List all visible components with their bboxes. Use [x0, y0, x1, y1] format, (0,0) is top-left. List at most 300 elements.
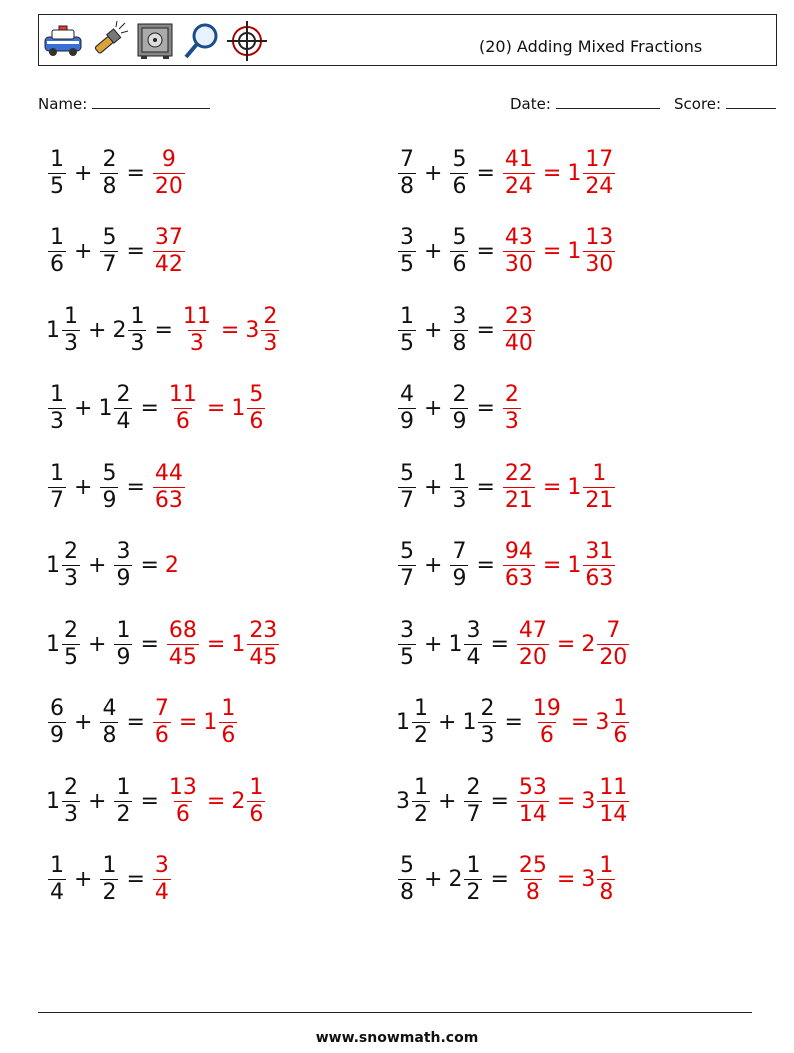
answer: [165, 553, 179, 578]
numerator: 3: [400, 225, 414, 250]
equals-sign: =: [206, 396, 226, 421]
denominator: 3: [504, 409, 519, 434]
denominator: 9: [452, 409, 467, 434]
numerator: 5: [452, 225, 467, 250]
equals-sign: =: [476, 474, 495, 500]
numerator: 1: [613, 696, 628, 721]
answer: [165, 618, 281, 671]
answer: [151, 225, 187, 278]
whole-number: 1: [231, 396, 246, 421]
denominator: 45: [249, 644, 278, 670]
plus-sign: +: [424, 867, 443, 892]
equals-sign: =: [140, 553, 159, 578]
fraction: [398, 304, 416, 357]
denominator: 8: [400, 880, 414, 905]
name-blank: [92, 94, 210, 109]
equals-sign: =: [206, 631, 226, 657]
denominator: 3: [480, 723, 495, 748]
whole-number: 3: [581, 867, 596, 892]
denominator: 63: [154, 487, 183, 513]
numerator: 7: [400, 146, 414, 172]
numerator: 1: [116, 617, 131, 643]
numerator: 22: [504, 460, 533, 486]
answer: [501, 539, 617, 592]
numerator: 43: [504, 225, 533, 250]
fraction: [100, 696, 118, 749]
fraction: [398, 225, 416, 278]
denominator: 6: [175, 801, 190, 827]
numerator: 5: [102, 225, 117, 250]
fraction: [611, 696, 629, 749]
denominator: 4: [50, 880, 64, 905]
denominator: 20: [154, 173, 183, 199]
numerator: 1: [64, 303, 78, 329]
numerator: 3: [400, 617, 414, 643]
numerator: 3: [466, 617, 481, 643]
numerator: 13: [585, 225, 614, 250]
fraction: [450, 539, 468, 592]
denominator: 30: [585, 252, 614, 277]
equals-sign: =: [140, 631, 159, 657]
fraction: [503, 225, 535, 278]
denominator: 2: [414, 723, 428, 748]
fraction: [464, 775, 482, 828]
fraction: [167, 775, 199, 828]
numerator: 1: [102, 853, 117, 878]
equals-sign: =: [490, 867, 509, 892]
fraction: [583, 461, 615, 514]
numerator: 1: [466, 853, 481, 878]
plus-sign: +: [74, 396, 93, 421]
fraction: [247, 618, 279, 671]
numerator: 1: [50, 460, 64, 486]
problem-row: [46, 850, 173, 910]
problem-row: [46, 143, 187, 203]
denominator: 5: [64, 644, 78, 670]
denominator: 63: [585, 566, 614, 591]
fraction: [398, 853, 416, 906]
denominator: 6: [221, 723, 236, 748]
numerator: 47: [518, 617, 547, 643]
answer: [501, 225, 617, 278]
numerator: 2: [64, 617, 78, 643]
fraction: [181, 304, 213, 357]
name-field: [38, 94, 210, 113]
fraction: [153, 225, 185, 278]
problem-row: [46, 379, 267, 439]
denominator: 30: [504, 252, 533, 277]
worksheet-title: (20) Adding Mixed Fractions: [479, 37, 703, 56]
denominator: 8: [525, 880, 540, 905]
problem-row: [396, 300, 537, 360]
denominator: 9: [116, 644, 131, 670]
problem-row: [46, 693, 239, 753]
answer: [151, 461, 187, 514]
denominator: 5: [50, 173, 64, 199]
fraction: [62, 618, 80, 671]
fraction: [517, 618, 549, 671]
fraction: [583, 225, 615, 278]
denominator: 24: [585, 173, 614, 199]
numerator: 5: [400, 460, 414, 486]
numerator: 1: [249, 774, 264, 800]
denominator: 14: [599, 801, 628, 827]
fraction: [114, 618, 132, 671]
whole-number: 1: [462, 710, 477, 735]
denominator: 20: [599, 644, 628, 670]
whole-number: 1: [567, 553, 582, 578]
plus-sign: +: [88, 553, 107, 578]
equals-sign: =: [490, 631, 509, 657]
fraction: [503, 147, 535, 200]
problem-row: [396, 536, 617, 596]
fraction: [114, 539, 132, 592]
footer-site: www.snowmath.com: [315, 1030, 479, 1046]
numerator: 1: [130, 303, 145, 329]
fraction: [167, 618, 199, 671]
problem-row: [396, 222, 617, 282]
problem-row: [396, 850, 617, 910]
equals-sign: =: [140, 396, 159, 421]
numerator: 1: [414, 774, 428, 800]
equals-sign: =: [206, 788, 226, 814]
fraction: [597, 853, 615, 906]
fraction: [247, 775, 265, 828]
answer: [515, 853, 617, 906]
numerator: 1: [116, 774, 131, 800]
numerator: 2: [504, 382, 519, 407]
fraction: [503, 304, 535, 357]
numerator: 4: [102, 696, 117, 721]
fraction: [412, 696, 430, 749]
worksheet-header: [38, 14, 777, 66]
whole-number: 1: [567, 160, 582, 186]
numerator: 11: [182, 303, 211, 329]
problem-row: [46, 300, 281, 360]
numerator: 2: [263, 303, 278, 329]
denominator: 9: [452, 566, 467, 591]
denominator: 6: [452, 252, 467, 277]
equals-sign: =: [126, 867, 145, 892]
whole-number: 1: [46, 631, 60, 657]
fraction: [219, 696, 237, 749]
equals-sign: =: [542, 239, 562, 264]
denominator: 45: [168, 644, 197, 670]
header-icons: [43, 19, 267, 63]
denominator: 3: [50, 409, 64, 434]
fraction: [398, 539, 416, 592]
numerator: 7: [452, 539, 467, 564]
numerator: 68: [168, 617, 197, 643]
numerator: 41: [504, 146, 533, 172]
fraction: [531, 696, 563, 749]
fraction: [48, 147, 66, 200]
answer: [179, 304, 281, 357]
fraction: [464, 853, 482, 906]
fraction: [450, 382, 468, 435]
problem-row: [46, 614, 281, 674]
answer: [501, 461, 617, 514]
whole-number: 1: [396, 710, 410, 735]
numerator: 5: [452, 146, 467, 172]
numerator: 13: [168, 774, 197, 800]
denominator: 6: [175, 409, 190, 434]
problem-row: [396, 379, 523, 439]
fraction: [48, 696, 66, 749]
numerator: 2: [64, 539, 78, 564]
numerator: 1: [50, 382, 64, 407]
problem-row: [396, 771, 631, 831]
denominator: 7: [50, 487, 64, 513]
numerator: 1: [599, 853, 614, 878]
fraction: [153, 696, 171, 749]
denominator: 6: [154, 723, 169, 748]
numerator: 7: [606, 617, 621, 643]
name-label: Name:: [38, 95, 88, 113]
problem-row: [396, 457, 617, 517]
denominator: 14: [518, 801, 547, 827]
whole-number: 3: [396, 788, 410, 814]
answer: [165, 382, 267, 435]
numerator: 9: [161, 146, 176, 172]
fraction: [597, 775, 629, 828]
numerator: 7: [154, 696, 169, 721]
numerator: 1: [452, 460, 467, 486]
denominator: 7: [400, 566, 414, 591]
numerator: 2: [480, 696, 495, 721]
answer: [515, 618, 631, 671]
denominator: 5: [400, 252, 414, 277]
equals-sign: =: [476, 239, 495, 264]
denominator: 2: [116, 801, 131, 827]
fraction: [100, 147, 118, 200]
equals-sign: =: [126, 710, 145, 735]
numerator: 94: [504, 539, 533, 564]
denominator: 20: [518, 644, 547, 670]
denominator: 42: [154, 252, 183, 277]
equals-sign: =: [542, 553, 562, 578]
whole-number: 1: [203, 710, 218, 735]
fraction: [153, 461, 185, 514]
whole-number: 1: [231, 631, 246, 657]
denominator: 5: [400, 330, 414, 356]
answer: [151, 147, 187, 200]
problem-row: [46, 536, 179, 596]
numerator: 5: [102, 460, 117, 486]
whole-number: 1: [46, 553, 60, 578]
problem-row: [396, 614, 631, 674]
whole-number: 1: [567, 239, 582, 264]
whole-number: 1: [567, 474, 582, 500]
plus-sign: +: [74, 239, 93, 264]
numerator: 23: [249, 617, 278, 643]
answer: [151, 696, 239, 749]
whole-number: 2: [164, 553, 179, 578]
numerator: 11: [599, 774, 628, 800]
numerator: 1: [400, 303, 414, 329]
denominator: 8: [599, 880, 614, 905]
numerator: 17: [585, 146, 614, 172]
equals-sign: =: [126, 160, 145, 186]
fraction: [503, 539, 535, 592]
fraction: [100, 225, 118, 278]
equals-sign: =: [570, 710, 590, 735]
problem-row: [46, 222, 187, 282]
numerator: 2: [102, 146, 117, 172]
fraction: [114, 382, 132, 435]
plus-sign: +: [88, 788, 107, 814]
magnifier-icon: [181, 21, 221, 61]
date-label: Date:: [510, 95, 551, 113]
equals-sign: =: [556, 788, 576, 814]
denominator: 4: [116, 409, 131, 434]
equals-sign: =: [556, 631, 576, 657]
fraction: [464, 618, 482, 671]
denominator: 9: [102, 487, 117, 513]
fraction: [517, 853, 549, 906]
denominator: 8: [452, 330, 467, 356]
numerator: 1: [50, 853, 64, 878]
numerator: 4: [400, 382, 414, 407]
problem-row: [396, 693, 631, 753]
denominator: 6: [613, 723, 628, 748]
fraction: [247, 382, 265, 435]
safe-icon: [135, 21, 175, 61]
denominator: 6: [452, 173, 467, 199]
plus-sign: +: [74, 710, 93, 735]
denominator: 4: [154, 880, 169, 905]
fraction: [62, 775, 80, 828]
fraction: [128, 304, 146, 357]
fraction: [48, 382, 66, 435]
plus-sign: +: [424, 239, 443, 264]
fraction: [48, 225, 66, 278]
answer: [501, 147, 617, 200]
denominator: 7: [102, 252, 117, 277]
answer: [151, 853, 173, 906]
plus-sign: +: [424, 160, 443, 186]
numerator: 23: [504, 303, 533, 329]
fraction: [450, 147, 468, 200]
fraction: [583, 539, 615, 592]
denominator: 21: [585, 487, 614, 513]
denominator: 3: [452, 487, 467, 513]
denominator: 8: [102, 723, 117, 748]
plus-sign: +: [438, 788, 457, 814]
numerator: 3: [154, 853, 169, 878]
numerator: 5: [400, 539, 414, 564]
equals-sign: =: [490, 788, 509, 814]
equals-sign: =: [126, 474, 145, 500]
denominator: 63: [504, 566, 533, 591]
fraction: [450, 461, 468, 514]
answer: [165, 775, 267, 828]
equals-sign: =: [476, 553, 495, 578]
denominator: 4: [466, 644, 481, 670]
whole-number: 2: [231, 788, 246, 814]
numerator: 3: [452, 303, 467, 329]
numerator: 1: [50, 146, 64, 172]
numerator: 5: [249, 382, 264, 407]
fraction: [450, 225, 468, 278]
equals-sign: =: [220, 317, 240, 343]
numerator: 37: [154, 225, 183, 250]
problem-row: [396, 143, 617, 203]
numerator: 1: [414, 696, 428, 721]
plus-sign: +: [88, 631, 107, 657]
denominator: 5: [400, 644, 414, 670]
equals-sign: =: [126, 239, 145, 264]
denominator: 6: [50, 252, 64, 277]
numerator: 3: [116, 539, 131, 564]
fraction: [450, 304, 468, 357]
fraction: [583, 147, 615, 200]
plus-sign: +: [88, 317, 107, 343]
footer-divider: [38, 1012, 752, 1013]
numerator: 1: [50, 225, 64, 250]
numerator: 5: [400, 853, 414, 878]
fraction: [167, 382, 199, 435]
date-blank: [556, 94, 660, 109]
numerator: 2: [64, 774, 78, 800]
whole-number: 2: [581, 631, 596, 657]
whole-number: 1: [46, 317, 60, 343]
plus-sign: +: [74, 867, 93, 892]
equals-sign: =: [476, 396, 495, 421]
fraction: [478, 696, 496, 749]
fraction: [100, 853, 118, 906]
flashlight-icon: [89, 21, 129, 61]
fraction: [503, 461, 535, 514]
numerator: 6: [50, 696, 64, 721]
denominator: 40: [504, 330, 533, 356]
equals-sign: =: [178, 710, 198, 735]
problem-row: [46, 457, 187, 517]
denominator: 9: [50, 723, 64, 748]
denominator: 7: [400, 487, 414, 513]
whole-number: 3: [595, 710, 610, 735]
problem-row: [46, 771, 267, 831]
equals-sign: =: [476, 160, 495, 186]
fraction: [398, 618, 416, 671]
whole-number: 1: [98, 396, 113, 421]
plus-sign: +: [424, 553, 443, 578]
numerator: 25: [518, 853, 547, 878]
denominator: 3: [130, 330, 145, 356]
denominator: 7: [466, 801, 481, 827]
answer: [515, 775, 631, 828]
fraction: [398, 147, 416, 200]
whole-number: 3: [245, 317, 260, 343]
denominator: 8: [102, 173, 117, 199]
equals-sign: =: [504, 710, 523, 735]
answer: [529, 696, 631, 749]
fraction: [398, 461, 416, 514]
answer: [501, 382, 523, 435]
fraction: [261, 304, 279, 357]
denominator: 2: [102, 880, 117, 905]
plus-sign: +: [424, 396, 443, 421]
fraction: [62, 304, 80, 357]
equals-sign: =: [140, 788, 159, 814]
equals-sign: =: [476, 317, 495, 343]
numerator: 19: [532, 696, 561, 721]
numerator: 2: [452, 382, 467, 407]
denominator: 2: [466, 880, 481, 905]
denominator: 3: [263, 330, 278, 356]
denominator: 3: [64, 801, 78, 827]
fraction: [398, 382, 416, 435]
